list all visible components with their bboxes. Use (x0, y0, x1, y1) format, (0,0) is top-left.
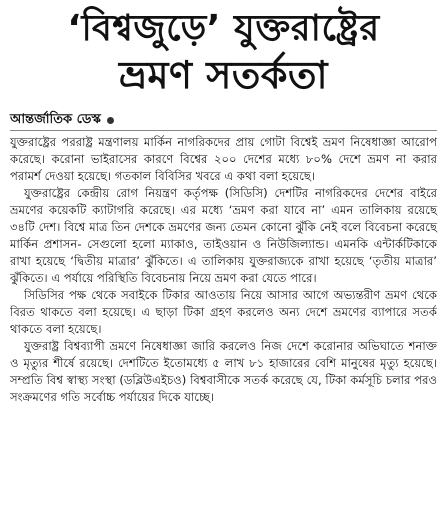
headline-line-2: ভ্রমণ সতর্কতা (119, 53, 328, 97)
article-body (10, 134, 437, 406)
paragraph-3: সিডিসির পক্ষ থেকে সবাইকে টিকার আওতায় নিয়ে আসার আগে অভ্যন্তরীণ ভ্রমণ থেকে বিরত থাকতে বলা হয়েছে। এ ছাড়া টিকা গ্রহণ করলেও অন্য দেশে ভ্রমণের ব্যাপারে সতর্ক থাকতে বলা হয়েছে। (10, 288, 437, 336)
paragraph-4: যুক্তরাষ্ট্র বিশ্বব্যাপী ভ্রমণে নিষেধাজ্ঞা জারি করলেও নিজ দেশে করোনার অভিঘাতে শনাক্ত ও মৃত্যুর শীর্ষে রয়েছে। দেশটিতে ইতোমধ্যে ৫ লাখ ৮১ হাজারের বেশি মানুষের মৃত্যু হয়েছে। সম্প্রতি বিশ্ব স্বাস্থ্য সংস্থা (ডব্লিউএইচও) বিশ্ববাসীকে সতর্ক করেছে যে, টিকা কর্মসূচি চলার পরও সংক্রমণের গতি সর্বোচ্চ পর্যায়ের দিকে যাচ্ছে। (10, 339, 437, 404)
desk-label: আন্তর্জাতিক ডেস্ক (10, 112, 101, 127)
headline (10, 6, 437, 98)
paragraph-1: যুক্তরাষ্ট্রের পররাষ্ট্র মন্ত্রণালয় মার্কিন নাগরিকদের প্রায় গোটা বিশ্বেই ভ্রমণ নিষেধাজ্ঞা আরোপ করেছে। করোনা ভাইরাসের কারণে বিশ্বের ২০০ দেশের মধ্যে ৮০% দেশে ভ্রমণ না করার পরামর্শ দেওয়া হয়েছে। গতকাল বিবিসির খবরে এ কথা বলা হয়েছে। (10, 135, 437, 183)
desk-byline (10, 112, 437, 128)
headline-line-1: ‘বিশ্বজুড়ে’ যুক্তরাষ্ট্রের (67, 8, 380, 49)
divider (10, 130, 437, 131)
paragraph-2: যুক্তরাষ্ট্রের কেন্দ্রীয় রোগ নিয়ন্ত্রণ কর্তৃপক্ষ (সিডিসি) দেশটির নাগরিকদের দেশের বাইরে ভ্রমণের কয়েকটি ক্যাটাগরি করেছে। এর মধ্যে ‘ভ্রমণ করা যাবে না’ এমন তালিকায় রয়েছে ৩৪টি দেশ। বিশ্বে মাত্র তিন দেশকে ভ্রমণের জন্য তেমন কোনো ঝুঁকি নেই বলে বিবেচনা করেছে মার্কিন প্রশাসন- সেগুলো হলো ম্যাকাও, তাইওয়ান ও নিউজিল্যান্ড। এমনকি এন্টার্কটিকাকে রাখা হয়েছে ‘দ্বিতীয় মাত্রার’ ঝুঁকিতে। এ তালিকায় যুক্তরাজ্যকে রাখা হয়েছে ‘তৃতীয় মাত্রার’ ঝুঁকিতে। এ পর্যায়ে পরিস্থিতি বিবেচনায় নিয়ে ভ্রমণ করা যেতে পারে। (10, 186, 437, 285)
bullet-icon (107, 117, 114, 124)
